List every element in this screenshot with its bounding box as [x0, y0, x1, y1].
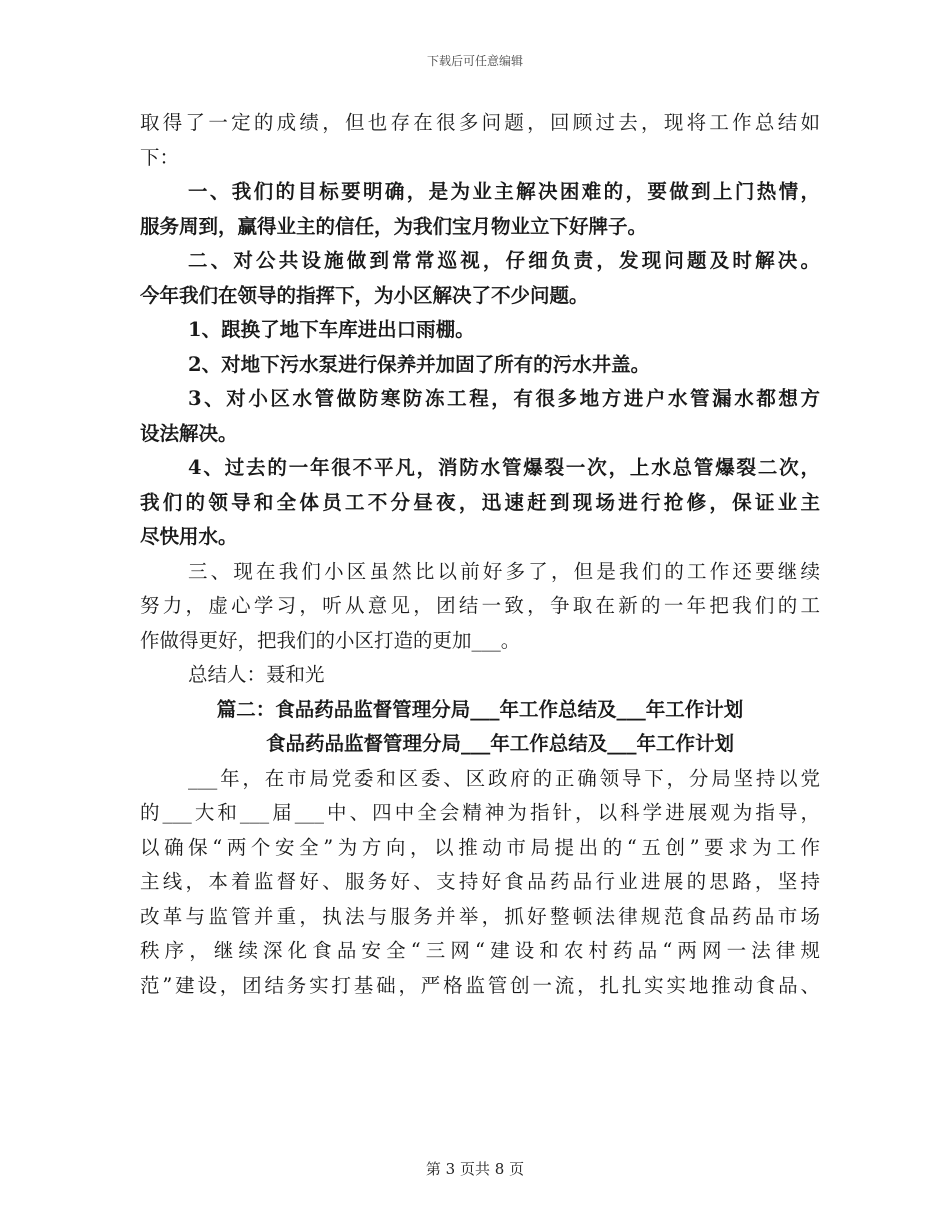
body-line: 二、对公共设施做到常常巡视，仔细负责，发现问题及时解决。	[188, 249, 820, 272]
body-line: 努力，虚心学习，听从意见，团结一致，争取在新的一年把我们的工	[140, 594, 820, 617]
body-line: 设法解决。	[140, 421, 238, 445]
signature-line: 总结人：聂和光	[188, 663, 325, 686]
body-line: 主线，本着监督好、服务好、支持好食品药品行业进展的思路，坚持	[140, 870, 820, 893]
body-line: 我们的领导和全体员工不分昼夜，迅速赶到现场进行抢修，保证业主	[140, 490, 820, 514]
body-line: ___年，在市局党委和区委、区政府的正确领导下，分局坚持以党	[188, 766, 820, 790]
page-footer: 第 3 页共 8 页	[425, 1160, 525, 1178]
body-line: 三、现在我们小区虽然比以前好多了，但是我们的工作还要继续	[188, 559, 820, 583]
section-heading: 篇二：食品药品监督管理分局___年工作总结及___年工作计划	[216, 697, 744, 721]
body-line: 一、我们的目标要明确，是为业主解决困难的，要做到上门热情，	[188, 180, 820, 203]
body-line: 范”建设，团结务实打基础，严格监管创一流，扎扎实实地推动食品、	[140, 973, 820, 997]
body-line: 尽快用水。	[140, 525, 238, 548]
body-line: 4、过去的一年很不平凡，消防水管爆裂一次，上水总管爆裂二次，	[188, 456, 820, 479]
document-body	[140, 106, 820, 1003]
body-line: 作做得更好，把我们的小区打造的更加___。	[140, 628, 521, 652]
body-line: 3、对小区水管做防寒防冻工程，有很多地方进户水管漏水都想方	[188, 387, 820, 410]
page-header-note: 下载后可任意编辑	[426, 54, 523, 68]
body-line: 秩序，继续深化食品安全“三网“建设和农村药品“两网一法律规	[140, 939, 820, 962]
body-line: 改革与监管并重，执法与服务并举，抓好整顿法律规范食品药品市场	[140, 904, 820, 928]
body-line: 2、对地下污水泵进行保养并加固了所有的污水井盖。	[188, 352, 651, 376]
body-line: 下：	[140, 145, 180, 169]
body-line: 1、跟换了地下车库进出口雨棚。	[188, 318, 475, 341]
body-line: 今年我们在领导的指挥下，为小区解决了不少问题。	[140, 283, 589, 307]
body-line: 以确保“两个安全”为方向，以推动市局提出的“五创”要求为工作	[140, 835, 820, 859]
body-line: 服务周到，赢得业主的信任，为我们宝月物业立下好牌子。	[140, 214, 648, 238]
document-title: 食品药品监督管理分局___年工作总结及___年工作计划	[265, 732, 734, 755]
body-line: 的___大和___届___中、四中全会精神为指针，以科学进展观为指导，	[140, 801, 820, 824]
body-line: 取得了一定的成绩，但也存在很多问题，回顾过去，现将工作总结如	[140, 111, 820, 134]
